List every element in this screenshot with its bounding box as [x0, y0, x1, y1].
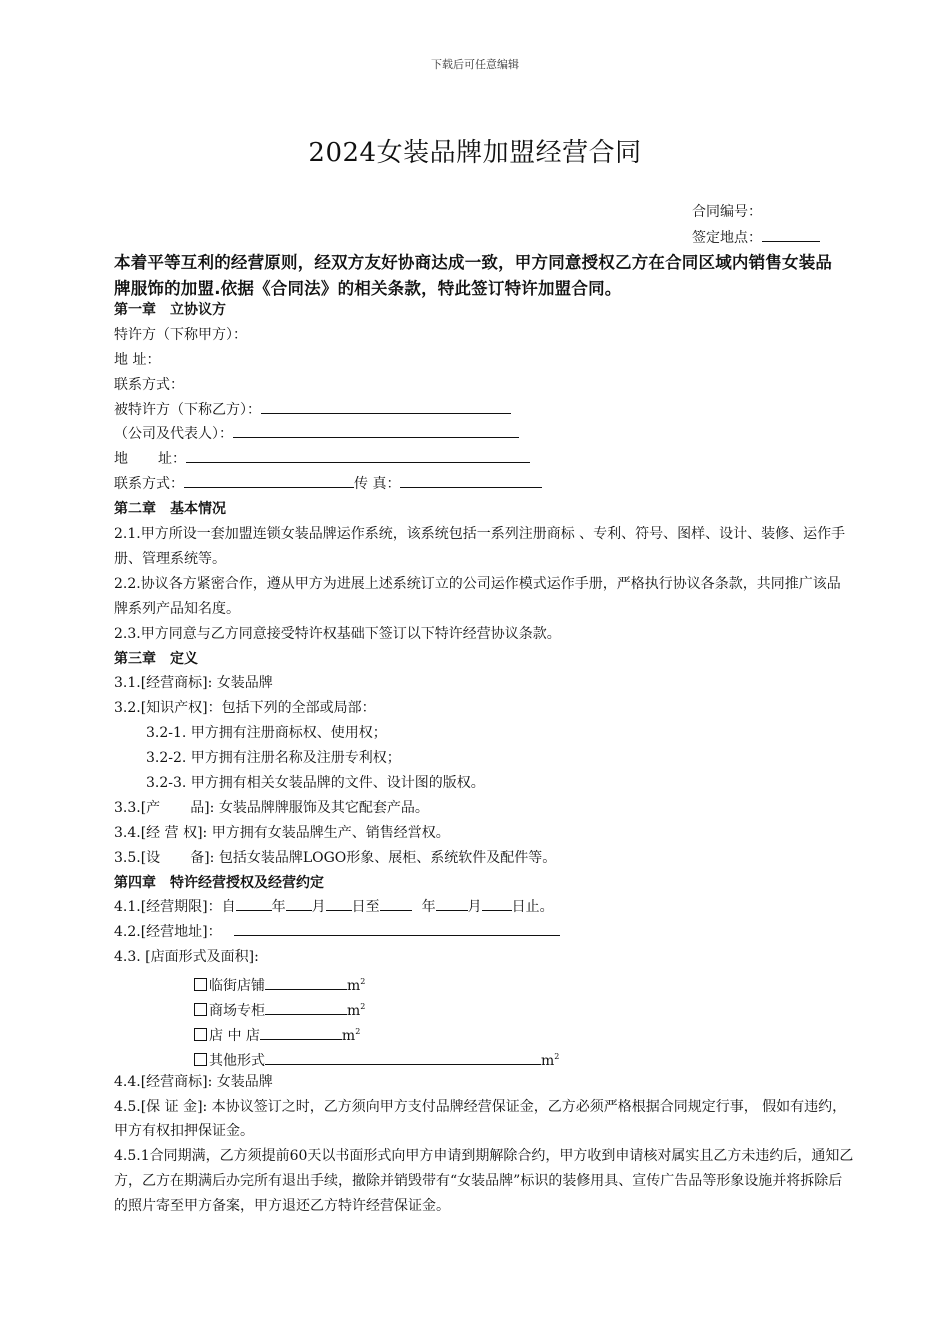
- clause-4-1-term: [114, 895, 854, 920]
- business-address-label: 4.2.[经营地址]：: [114, 924, 222, 941]
- definition-3-1: 3.1.[经营商标]: 女装品牌: [114, 675, 273, 692]
- sign-place-label: 签定地点：: [692, 230, 762, 246]
- shop-option-other: [114, 1045, 854, 1070]
- contract-number-field: [692, 201, 762, 221]
- intro-paragraph: 本着平等互利的经营原则，经双方友好协商达成一致，甲方同意授权乙方在合同区域内销售女装品牌服饰的加盟.依据《合同法》的相关条款，特此签订特许加盟合同。: [114, 253, 833, 298]
- checkbox-icon: [194, 1003, 207, 1016]
- shop-option-other-label: 其他形式: [209, 1052, 265, 1069]
- term-year-label: 年: [271, 899, 286, 916]
- chapter-3-heading: 第三章 定义: [114, 650, 198, 667]
- company-rep-label: （公司及代表人）：: [114, 426, 233, 443]
- term-month2-blank: [436, 896, 468, 911]
- definition-3-3-b: 品]: 女装品牌牌服饰及其它配套产品。: [190, 799, 429, 816]
- page-header-note: 下载后可任意编辑: [431, 58, 519, 71]
- franchisor-line: 特许方（下称甲方）：: [114, 326, 247, 343]
- unit-label: m: [347, 1003, 361, 1019]
- definition-3-5: [114, 846, 854, 871]
- term-year-blank: [236, 896, 272, 911]
- contract-body: [114, 298, 854, 1219]
- unit-label: m: [541, 1052, 555, 1069]
- shop-option-street: [114, 970, 854, 995]
- term-day-blank: [326, 896, 352, 911]
- term-month2-label: 月: [467, 899, 482, 916]
- franchisee-contact-line: [114, 472, 854, 497]
- franchisee-label: 被特许方（下称乙方）：: [114, 401, 261, 418]
- shop-option-other-blank: [265, 1050, 541, 1065]
- definition-3-2-1: 3.2-1. 甲方拥有注册商标权、使用权；: [146, 725, 387, 742]
- contact-blank: [184, 473, 354, 488]
- sign-place-blank: [762, 227, 820, 242]
- clause-4-3-shop: 4.3. [店面形式及面积]:: [114, 949, 259, 966]
- shop-option-mall: [114, 995, 854, 1020]
- definition-3-3: [114, 796, 854, 821]
- franchisor-contact-line: 联系方式：: [114, 376, 184, 393]
- shop-option-mall-blank: [265, 1000, 347, 1015]
- shop-option-inshop-blank: [260, 1025, 342, 1040]
- clause-4-4-brand: 4.4.[经营商标]: 女装品牌: [114, 1073, 273, 1090]
- clause-2-1: 2.1.甲方所设一套加盟连锁女装品牌运作系统，该系统包括一系列注册商标 、专利、符号、图样、设计、装修、运作手册、管理系统等。: [114, 526, 846, 567]
- term-month-label: 月: [311, 899, 326, 916]
- unit-superscript: 2: [355, 1026, 361, 1036]
- unit-superscript: 2: [360, 977, 366, 987]
- definition-3-2: 3.2.[知识产权]：包括下列的全部或局部：: [114, 700, 376, 717]
- contract-number-label: 合同编号：: [692, 204, 762, 220]
- term-month-blank: [286, 896, 312, 911]
- shop-option-mall-label: 商场专柜: [209, 1003, 265, 1019]
- term-end-label: 日止。: [511, 899, 554, 916]
- franchisor-address-line: 地 址：: [114, 351, 161, 368]
- definition-3-4: 3.4.[经 营 权]: 甲方拥有女装品牌生产、销售经営权。: [114, 824, 450, 841]
- shop-option-street-blank: [265, 975, 347, 990]
- clause-4-5-1-part-b: 等形象设施并将拆除后的照片寄至甲方备案: [114, 1173, 843, 1215]
- term-prefix: 4.1.[经营期限]：自: [114, 899, 236, 916]
- term-year2-label: 年: [421, 899, 436, 916]
- company-rep-line: [114, 422, 854, 447]
- definition-3-2-3: 3.2-3. 甲方拥有相关女装品牌的文件、设计图的版权。: [146, 774, 485, 791]
- definition-3-5-a: 3.5.[设: [114, 849, 161, 866]
- checkbox-icon: [194, 1053, 207, 1066]
- document-title: 2024女装品牌加盟经营合同: [308, 138, 642, 168]
- contact-label: 联系方式：: [114, 476, 184, 493]
- shop-option-street-label: 临街店铺: [209, 978, 265, 995]
- fax-label: 传 真：: [354, 476, 401, 493]
- unit-label: m: [347, 978, 361, 995]
- chapter-1-heading: 第一章 立协议方: [114, 302, 226, 318]
- definition-3-3-a: 3.3.[产: [114, 799, 161, 816]
- clause-4-5-1: [114, 1144, 854, 1219]
- unit-superscript: 2: [360, 1002, 366, 1011]
- company-rep-blank: [233, 423, 519, 438]
- address-label-a: 地: [114, 451, 128, 468]
- definition-3-5-b: 备]: 包括女装品牌LOGO形象、展柜、系统软件及配件等。: [190, 849, 557, 866]
- franchisee-line: [114, 398, 854, 423]
- shop-option-inshop-label: 店 中 店: [209, 1027, 260, 1044]
- clause-4-5-1-part-a: 4.5.1合同期满，乙方须提前60天以书面形式向甲方申请到期解除合约，甲方收到申请核对属实且乙方未违约后，通知乙方，乙方在期满后办完所有退出手续，撤除并销毁带有“女装品牌”标识的装修用具、宣传广告品: [114, 1148, 854, 1190]
- clause-4-2-address: [114, 920, 854, 945]
- sign-place-field: [692, 227, 820, 247]
- address-label-b: 址：: [158, 451, 186, 468]
- shop-option-inshop: [114, 1020, 854, 1045]
- franchisee-blank: [261, 399, 511, 414]
- chapter-2-heading: 第二章 基本情况: [114, 501, 226, 518]
- term-year2-blank: [380, 896, 412, 911]
- checkbox-icon: [194, 978, 207, 991]
- clause-4-5-deposit: 4.5.[保 证 金]: 本协议签订之时，乙方须向甲方支付品牌经营保证金，乙方必须严格根据合同规定行事， 假如有违约，甲方有权扣押保证金。: [114, 1098, 847, 1140]
- address-blank: [186, 448, 530, 463]
- business-address-blank: [234, 921, 560, 936]
- chapter-4-heading: 第四章 特许经营授权及经营约定: [114, 874, 324, 891]
- unit-label: m: [341, 1027, 356, 1044]
- fax-blank: [400, 473, 542, 488]
- definition-3-2-2: 3.2-2. 甲方拥有注册名称及注册专利权；: [146, 750, 401, 767]
- clause-2-2: 2.2.协议各方紧密合作，遵从甲方为进展上述系统订立的公司运作模式运作手册，严格执行协议各条款，共同推广该品牌系列产品知名度。: [114, 575, 841, 617]
- clause-4-5-1-part-c: ，甲方退还乙方特许经营保证金。: [240, 1198, 450, 1215]
- unit-superscript: 2: [554, 1051, 560, 1061]
- franchisee-address-line: [114, 447, 854, 472]
- clause-2-3: 2.3.甲方同意与乙方同意接受特许权基础下签订以下特许经营协议条款。: [114, 625, 561, 642]
- checkbox-icon: [194, 1028, 207, 1041]
- term-day2-blank: [482, 896, 512, 911]
- term-day-label: 日至: [351, 899, 380, 916]
